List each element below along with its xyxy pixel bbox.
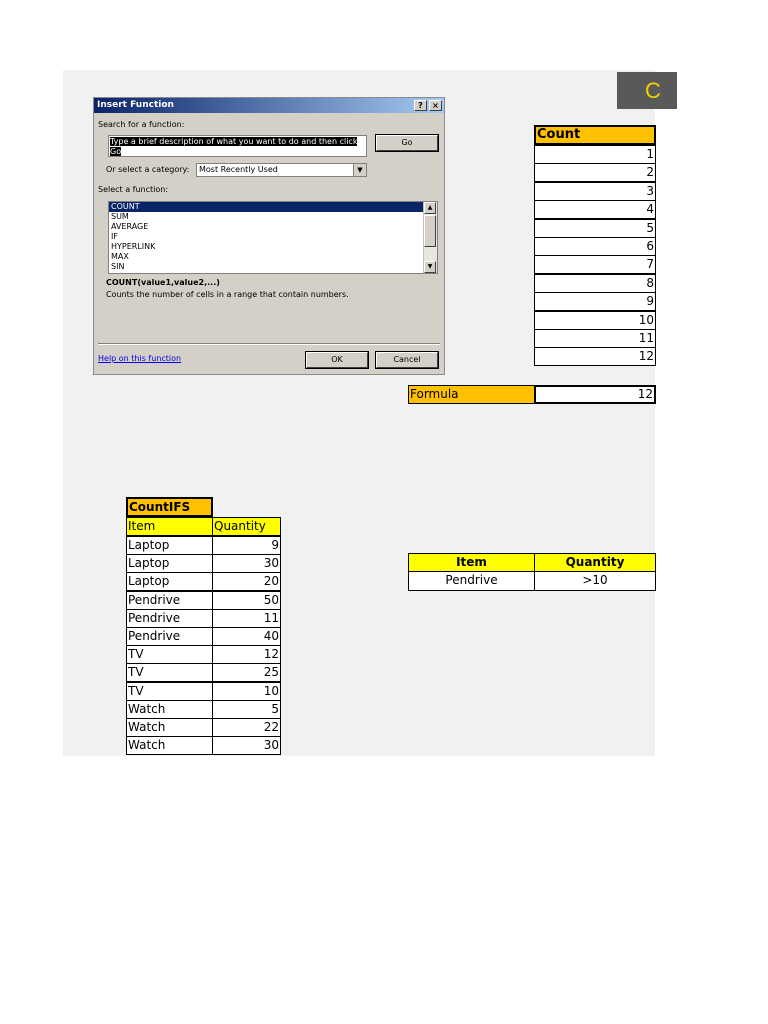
dialog-title: Insert Function <box>94 98 444 113</box>
formula-label-cell[interactable]: Formula <box>408 385 535 404</box>
function-items <box>109 202 437 272</box>
item-cell[interactable]: Laptop <box>126 536 213 555</box>
quantity-header-cell[interactable]: Quantity <box>212 517 281 536</box>
function-list-item[interactable]: COUNT <box>109 202 437 212</box>
quantity-cell[interactable]: 22 <box>212 718 281 737</box>
count-value-cell[interactable]: 3 <box>534 182 656 201</box>
function-description: Counts the number of cells in a range that contain numbers. <box>106 290 349 299</box>
quantity-cell[interactable]: 30 <box>212 736 281 755</box>
quantity-cell[interactable]: 9 <box>212 536 281 555</box>
spreadsheet-area <box>63 70 661 756</box>
countifs-header-cell[interactable]: CountIFS <box>126 497 213 517</box>
count-header-cell[interactable]: Count <box>534 125 656 145</box>
quantity-cell[interactable]: 25 <box>212 663 281 682</box>
category-value: Most Recently Used <box>199 165 278 174</box>
count-value-cell[interactable]: 1 <box>534 145 656 164</box>
function-list[interactable] <box>108 201 438 274</box>
quantity-cell[interactable]: 11 <box>212 609 281 628</box>
function-list-item[interactable]: HYPERLINK <box>111 242 156 251</box>
criteria-item-value[interactable]: Pendrive <box>408 571 535 591</box>
item-cell[interactable]: Watch <box>126 736 213 755</box>
quantity-cell[interactable]: 30 <box>212 554 281 573</box>
function-list-item[interactable]: MAX <box>111 252 129 261</box>
function-list-scrollbar[interactable] <box>423 202 437 273</box>
count-value-cell[interactable]: 7 <box>534 255 656 274</box>
function-signature: COUNT(value1,value2,...) <box>106 278 220 287</box>
quantity-cell[interactable]: 50 <box>212 591 281 610</box>
quantity-cell[interactable]: 5 <box>212 700 281 719</box>
chevron-down-icon[interactable]: ▼ <box>353 164 366 176</box>
count-value-cell[interactable]: 4 <box>534 200 656 219</box>
insert-function-dialog <box>93 97 445 375</box>
count-value-cell[interactable]: 10 <box>534 311 656 330</box>
category-label: Or select a category: <box>106 165 190 174</box>
search-label: Search for a function: <box>98 120 185 129</box>
quantity-cell[interactable]: 10 <box>212 682 281 701</box>
item-cell[interactable]: Watch <box>126 718 213 737</box>
dialog-separator <box>98 343 440 345</box>
help-on-function-link[interactable]: Help on this function <box>98 354 182 363</box>
count-value-cell[interactable]: 12 <box>534 347 656 366</box>
formula-value-cell[interactable]: 12 <box>534 385 656 404</box>
criteria-quantity-header[interactable]: Quantity <box>534 553 656 572</box>
quantity-cell[interactable]: 20 <box>212 572 281 591</box>
function-list-item[interactable]: SIN <box>111 262 125 271</box>
item-cell[interactable]: TV <box>126 682 213 701</box>
count-value-cell[interactable]: 11 <box>534 329 656 348</box>
criteria-quantity-value[interactable]: >10 <box>534 571 656 591</box>
count-value-cell[interactable]: 6 <box>534 237 656 256</box>
item-cell[interactable]: Pendrive <box>126 591 213 610</box>
cancel-button[interactable]: Cancel <box>376 352 438 368</box>
item-cell[interactable]: Pendrive <box>126 627 213 646</box>
item-cell[interactable]: TV <box>126 645 213 664</box>
sheet-title-banner: C <box>617 72 677 109</box>
count-value-cell[interactable]: 2 <box>534 163 656 182</box>
item-cell[interactable]: Laptop <box>126 572 213 591</box>
close-icon[interactable]: × <box>429 100 442 111</box>
quantity-cell[interactable]: 40 <box>212 627 281 646</box>
scroll-down-icon[interactable]: ▼ <box>424 261 436 273</box>
scroll-thumb[interactable] <box>424 215 436 247</box>
go-button[interactable]: Go <box>376 135 438 151</box>
count-value-cell[interactable]: 8 <box>534 274 656 293</box>
category-select[interactable] <box>196 163 367 177</box>
item-cell[interactable]: TV <box>126 663 213 682</box>
item-cell[interactable]: Laptop <box>126 554 213 573</box>
function-list-item[interactable]: AVERAGE <box>111 222 149 231</box>
function-list-item[interactable]: SUM <box>111 212 129 221</box>
item-header-cell[interactable]: Item <box>126 517 213 536</box>
select-function-label: Select a function: <box>98 185 169 194</box>
search-input[interactable] <box>108 135 367 157</box>
ok-button[interactable]: OK <box>306 352 368 368</box>
count-value-cell[interactable]: 5 <box>534 219 656 238</box>
item-cell[interactable]: Pendrive <box>126 609 213 628</box>
search-input-text: Type a brief description of what you want to do and then click Go <box>110 137 358 156</box>
help-icon[interactable]: ? <box>414 100 427 111</box>
criteria-item-header[interactable]: Item <box>408 553 535 572</box>
scroll-up-icon[interactable]: ▲ <box>424 202 436 214</box>
function-list-item[interactable]: IF <box>111 232 118 241</box>
count-value-cell[interactable]: 9 <box>534 292 656 311</box>
item-cell[interactable]: Watch <box>126 700 213 719</box>
quantity-cell[interactable]: 12 <box>212 645 281 664</box>
